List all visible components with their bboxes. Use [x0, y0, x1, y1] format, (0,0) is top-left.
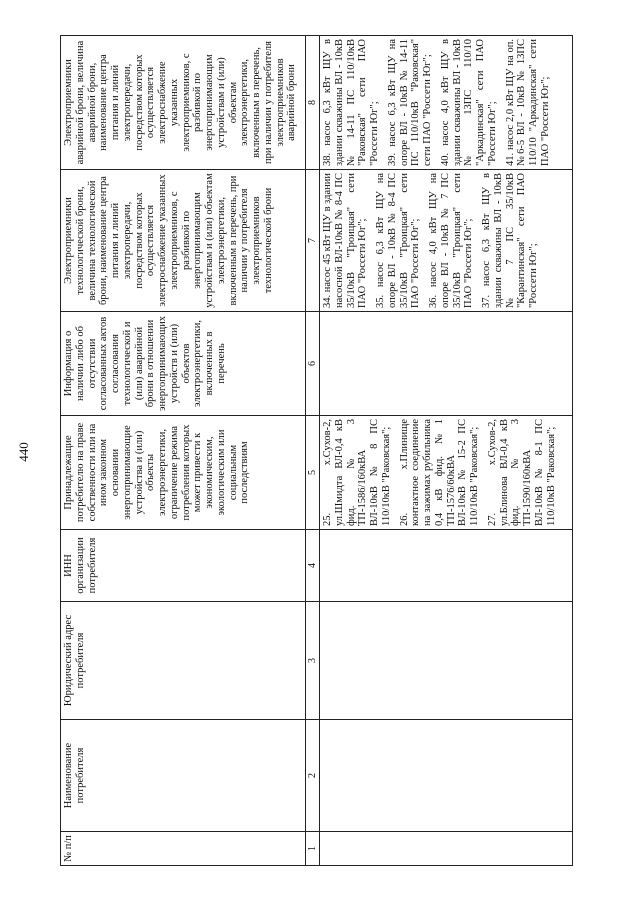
col-number: 3: [306, 602, 320, 720]
list-item: 41. насос 2,0 кВт ЩУ на оп. №6-5 ВЛ - 10кВ № 13ПС 110/10 "Аркадинская" сети ПАО "Россети Юг";: [504, 39, 551, 166]
list-item: 36. насос 4,0 кВт ЩУ на опоре ВЛ - 10кВ № 7 ПС 35/10кВ "Троицкая" сети ПАО "Россети Юг";: [428, 173, 475, 308]
cell-acts-info: [320, 312, 573, 416]
col-number: 5: [306, 416, 320, 530]
cell-consumer-name: [320, 720, 573, 832]
header-number: № п/п: [61, 832, 306, 866]
cell-tech-reserve: [320, 170, 573, 312]
consumer-table: [60, 35, 573, 866]
list-item: 35. насос 6,3 кВт ЩУ на опоре ВЛ - 10кВ № 8-4 ПС 35/10кВ "Троицкая" сети ПАО "Россети Юг";: [375, 173, 422, 308]
cell-inn: [320, 530, 573, 602]
cell-number: [320, 832, 573, 866]
page-number: 440: [16, 442, 31, 462]
list-item: 39. насос 6,3 кВт ЩУ на опоре ВЛ - 10кВ № 14-11 ПС 110/10кВ "Раковская" сети ПАО "Россети Юг";: [386, 39, 434, 166]
cell-emergency-reserve: [320, 36, 573, 170]
cell-legal-address: [320, 602, 573, 720]
col-number: 8: [306, 36, 320, 170]
list-item: 34. насос 45 кВт ЩУ в здании насосной ВЛ-10кВ № 8-4 ПС 35/10кВ "Троицкая" сети ПАО "Россети Юг";: [322, 173, 369, 308]
header-tech-reserve: Электроприемники технологической брони, величина технологической брони, наименование центра питания и линий электропередачи, посредством которых осуществляется электроснабжение указанных электроприемников, с разбивкой по энергопринимающим устройствам и (или) объектам электроэнергетики, включенным в перечень, при наличии у потребителя электроприемников технологической брони: [61, 170, 306, 312]
list-item: 40. насос 4,0 кВт ЩУ в здании скважины ВЛ - 10кВ № 13ПС 110/10 "Аркадинская" сети ПАО "Россети Юг";: [439, 39, 498, 166]
column-number-row: [306, 36, 320, 866]
col-number: 7: [306, 170, 320, 312]
col-number: 4: [306, 530, 320, 602]
list-item: 25. х.Сухов-2, ул.Шмидта ВЛ-0,4 кВ фид. №3 ТП-1586/160кВА ВЛ-10кВ № 8 ПС 110/10кВ "Раковская";: [322, 419, 392, 526]
header-consumer-name: Наименование потребителя: [61, 720, 306, 832]
header-emergency-reserve: Электроприемники аварийной брони, величина аварийной брони, наименование центра питания и линий электропередачи, посредством которых осуществляется электроснабжение указанных электроприемников, с разбивкой по энергопринимающим устройствам и (или) объектам электроэнергетики, включенным в перечень, при наличии у потребителя электроприемников аварийной брони: [61, 36, 306, 170]
list-item: 26. х.Плинище контактное соединение на зажимах рубильника 0,4 кВ фид. №1 ТП-1576/60кВА ВЛ-10кВ № 15-2 ПС 110/10кВ "Раковская";: [398, 419, 481, 526]
list-item: 37. насос 6,3 кВт ЩУ в здании скважины ВЛ - 10кВ № 7 ПС 35/10кВ "Карантинская" сети ПАО "Россети Юг";: [481, 173, 540, 308]
list-item: 38. насос 6,3 кВт ЩУ в здании скважины ВЛ - 10кВ № 14-11 ПС 110/10кВ "Раковская" сети ПАО "Россети Юг";: [322, 39, 381, 166]
col-number: 6: [306, 312, 320, 416]
header-inn: ИНН организации потребителя: [61, 530, 306, 602]
header-devices: Принадлежащие потребителю на праве собственности или на ином законном основании энергопринимающие устройства и (или) объекты электроэнергетики, ограничение режима потребления которых может привести к экономическим, экологическим или социальным последствиям: [61, 416, 306, 530]
rotated-table-sheet: [60, 36, 635, 866]
header-row: [61, 36, 306, 866]
list-item: 27. х.Сухов-2, ул.Блинова ВЛ-0,4 кВ фид. №3 ТП-1590/160кВА ВЛ-10кВ № 8-1 ПС 110/10кВ "Раковская";: [486, 419, 557, 526]
col-number: 1: [306, 832, 320, 866]
cell-devices: [320, 416, 573, 530]
col-number: 2: [306, 720, 320, 832]
table-row: [320, 36, 573, 866]
header-legal-address: Юридический адрес потребителя: [61, 602, 306, 720]
header-acts-info: Информация о наличии либо об отсутствии согласованных актов согласования технологической и (или) аварийной брони в отношении энергопринимающих устройств и (или) объектов электроэнергетики, включенных в перечень: [61, 312, 306, 416]
